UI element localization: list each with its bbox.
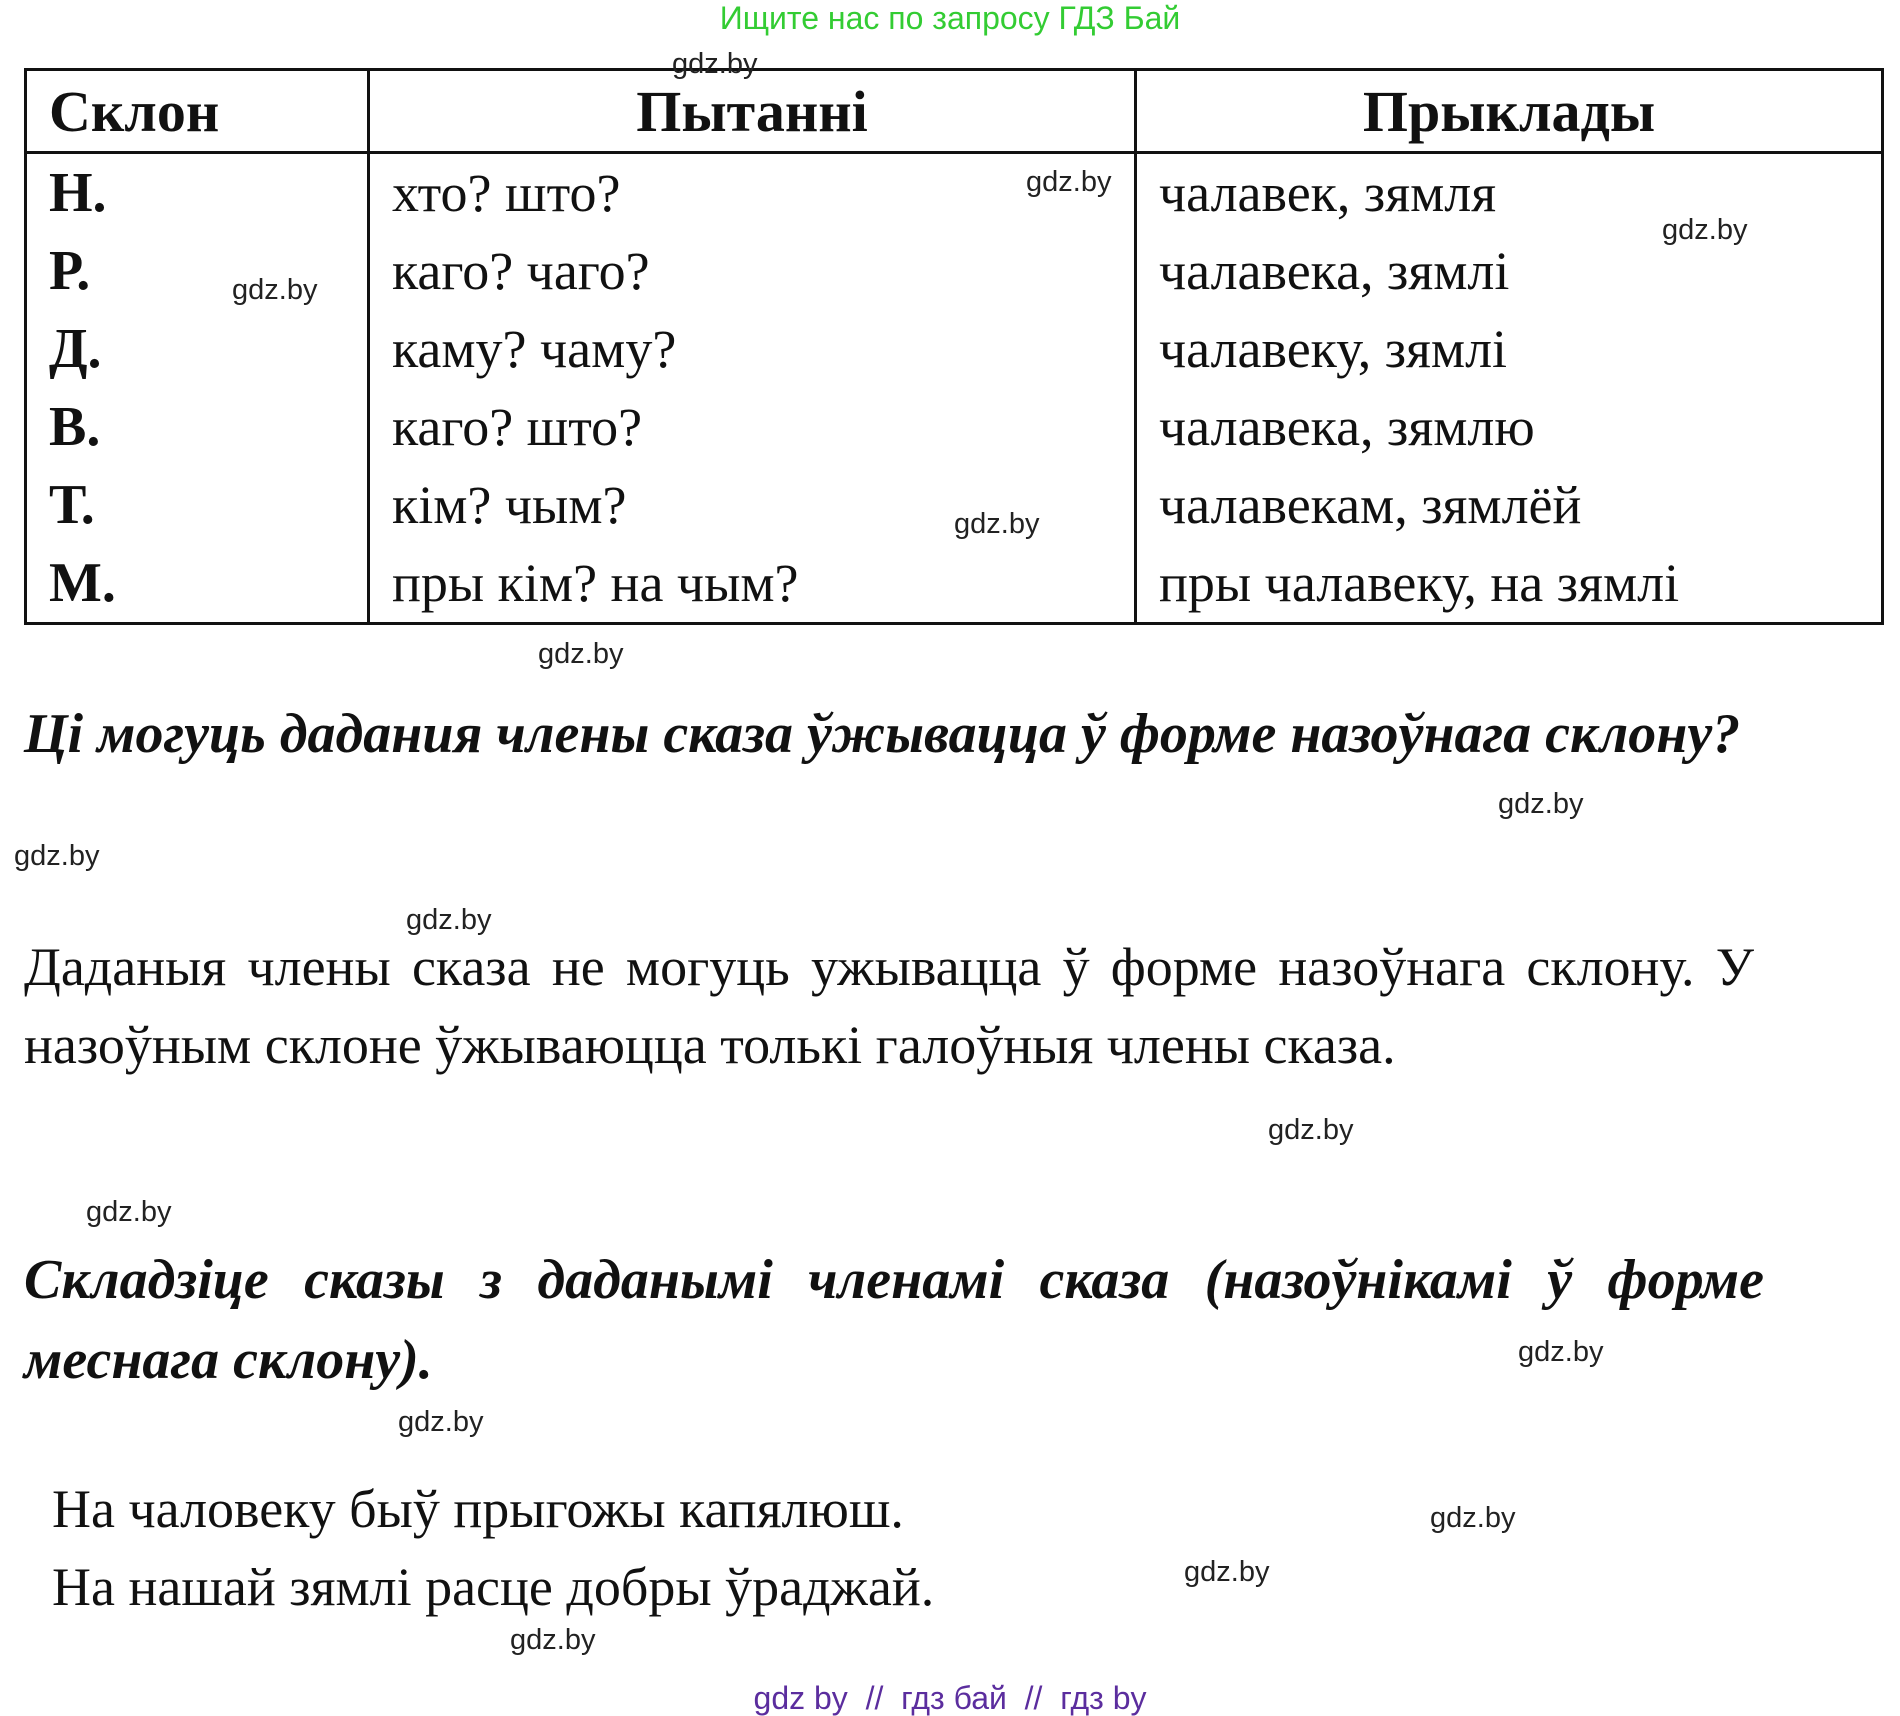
case-example: чалавеку, зямлі — [1136, 310, 1883, 388]
case-example: пры чалавеку, на зямлі — [1136, 544, 1883, 624]
watermark: gdz.by — [954, 508, 1040, 540]
watermark: gdz.by — [1498, 788, 1584, 820]
watermark: gdz.by — [406, 904, 492, 936]
case-name: В. — [26, 388, 369, 466]
watermark: gdz.by — [1430, 1502, 1516, 1534]
table-row — [26, 153, 1883, 233]
watermark: gdz.by — [1662, 214, 1748, 246]
example-sentence-2: На нашай зямлі расце добры ўраджай. — [52, 1557, 935, 1617]
case-name: Т. — [26, 466, 369, 544]
case-example: чалавека, зямлі — [1136, 232, 1883, 310]
case-name: М. — [26, 544, 369, 624]
watermark: gdz.by — [538, 638, 624, 670]
case-example: чалавека, зямлю — [1136, 388, 1883, 466]
column-header-case: Склон — [26, 70, 369, 153]
case-name: Н. — [26, 153, 369, 233]
table-row — [26, 310, 1883, 388]
watermark: gdz.by — [1026, 166, 1112, 198]
question-1: Ці могуць дадания члены сказа ўжывацца ў форме назоўнага склону? — [24, 703, 1741, 765]
case-question: каму? чаму? — [369, 310, 1136, 388]
table-header-row — [26, 70, 1883, 153]
watermark: gdz.by — [1184, 1556, 1270, 1588]
column-header-examples: Прыклады — [1136, 70, 1883, 153]
watermark: gdz.by — [672, 48, 758, 80]
case-name: Р. — [26, 232, 369, 310]
watermark: gdz.by — [86, 1196, 172, 1228]
case-example: чалавекам, зямлёй — [1136, 466, 1883, 544]
promo-banner[interactable]: Ищите нас по запросу ГДЗ Бай — [719, 0, 1181, 36]
question-2: Складзіце сказы з даданымі членамі сказа (назоўнікамі ў форме меснага склону). — [24, 1249, 1764, 1391]
case-name: Д. — [26, 310, 369, 388]
case-question: каго? чаго? — [369, 232, 1136, 310]
answer-1: Даданыя члены сказа не могуць ужывацца ў форме назоўнага склону. У назоўным склоне ўжываюцца толькі галоўныя члены сказа. — [24, 937, 1754, 1075]
case-example: чалавек, зямля — [1136, 153, 1883, 233]
watermark: gdz.by — [232, 274, 318, 306]
case-question: каго? што? — [369, 388, 1136, 466]
watermark: gdz.by — [1518, 1336, 1604, 1368]
watermark: gdz.by — [1268, 1114, 1354, 1146]
example-sentence-1: На чаловеку быў прыгожы капялюш. — [52, 1479, 904, 1539]
column-header-questions: Пытанні — [369, 70, 1136, 153]
table-row — [26, 544, 1883, 624]
table-row — [26, 388, 1883, 466]
case-question: пры кім? на чым? — [369, 544, 1136, 624]
case-question: кім? чым? — [369, 466, 1136, 544]
footer-links[interactable]: gdz by // гдз бай // гдз by — [753, 1680, 1147, 1716]
case-question: хто? што? — [369, 153, 1136, 233]
declension-table — [24, 68, 1884, 625]
watermark: gdz.by — [510, 1624, 596, 1656]
watermark: gdz.by — [398, 1406, 484, 1438]
watermark: gdz.by — [14, 840, 100, 872]
